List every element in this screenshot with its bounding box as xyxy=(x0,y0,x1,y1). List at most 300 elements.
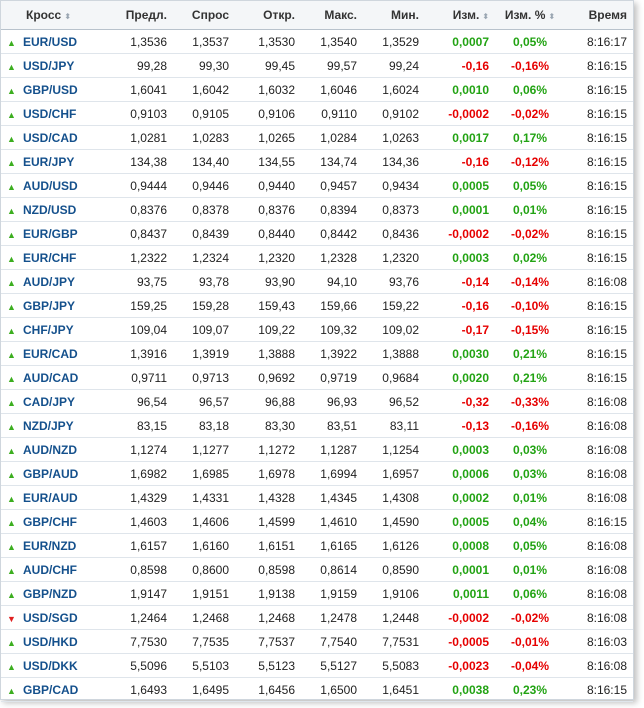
high-cell: 99,57 xyxy=(301,54,363,78)
ask-cell: 1,1277 xyxy=(173,438,235,462)
change-cell: 0,0002 xyxy=(425,486,495,510)
table-row[interactable] xyxy=(1,558,633,582)
symbol-link[interactable]: GBP/CHF xyxy=(23,514,77,529)
high-cell: 1,9159 xyxy=(301,582,363,606)
symbol-cell xyxy=(1,342,107,366)
change-cell: 0,0030 xyxy=(425,342,495,366)
symbol-link[interactable]: NZD/JPY xyxy=(23,418,74,433)
symbol-link[interactable]: CAD/JPY xyxy=(23,394,76,409)
time-cell: 8:16:08 xyxy=(565,270,633,294)
low-cell: 1,6126 xyxy=(363,534,425,558)
table-row[interactable] xyxy=(1,510,633,534)
time-cell: 8:16:15 xyxy=(565,222,633,246)
symbol-link[interactable]: NZD/USD xyxy=(23,202,77,217)
bid-cell: 1,2322 xyxy=(107,246,173,270)
low-cell: 83,11 xyxy=(363,414,425,438)
time-cell: 8:16:15 xyxy=(565,198,633,222)
table-row[interactable] xyxy=(1,54,633,78)
high-cell: 1,6165 xyxy=(301,534,363,558)
change-pct-cell: -0,01% xyxy=(495,630,565,654)
symbol-cell xyxy=(1,654,107,678)
arrow-up-icon: ▲ xyxy=(7,277,16,288)
column-header-change-pct[interactable]: Изм. % ⬍ xyxy=(495,1,565,30)
change-pct-cell: -0,02% xyxy=(495,606,565,630)
low-cell: 159,22 xyxy=(363,294,425,318)
low-cell: 1,6024 xyxy=(363,78,425,102)
sort-icon: ⬍ xyxy=(64,12,71,21)
time-cell: 8:16:15 xyxy=(565,126,633,150)
arrow-up-icon: ▲ xyxy=(7,229,16,240)
symbol-link[interactable]: GBP/AUD xyxy=(23,466,79,481)
column-header-symbol[interactable]: Кросс ⬍ xyxy=(1,1,107,30)
change-pct-cell: 0,06% xyxy=(495,582,565,606)
bid-cell: 109,04 xyxy=(107,318,173,342)
table-row[interactable] xyxy=(1,534,633,558)
change-pct-cell: -0,33% xyxy=(495,390,565,414)
time-cell: 8:16:08 xyxy=(565,534,633,558)
low-cell: 0,9684 xyxy=(363,366,425,390)
table-row[interactable] xyxy=(1,126,633,150)
time-cell: 8:16:08 xyxy=(565,654,633,678)
arrow-up-icon: ▲ xyxy=(7,349,16,360)
high-cell: 94,10 xyxy=(301,270,363,294)
open-cell: 1,1272 xyxy=(235,438,301,462)
table-row[interactable] xyxy=(1,198,633,222)
ask-cell: 109,07 xyxy=(173,318,235,342)
ask-cell: 83,18 xyxy=(173,414,235,438)
low-cell: 0,8590 xyxy=(363,558,425,582)
symbol-link[interactable]: GBP/JPY xyxy=(23,298,76,313)
time-cell: 8:16:15 xyxy=(565,54,633,78)
change-cell: 0,0017 xyxy=(425,126,495,150)
bid-cell: 0,8376 xyxy=(107,198,173,222)
column-header-low[interactable]: Мин. xyxy=(363,1,425,30)
change-pct-cell: 0,21% xyxy=(495,342,565,366)
symbol-cell xyxy=(1,246,107,270)
change-cell: 0,0038 xyxy=(425,678,495,702)
change-cell: -0,13 xyxy=(425,414,495,438)
low-cell: 1,0263 xyxy=(363,126,425,150)
symbol-link[interactable]: EUR/JPY xyxy=(23,154,75,169)
column-header-bid[interactable]: Предл. xyxy=(107,1,173,30)
symbol-link[interactable]: EUR/CHF xyxy=(23,250,77,265)
table-row[interactable] xyxy=(1,678,633,702)
quotes-table xyxy=(1,1,633,702)
open-cell: 7,7537 xyxy=(235,630,301,654)
arrow-up-icon: ▲ xyxy=(7,565,16,576)
high-cell: 0,8614 xyxy=(301,558,363,582)
change-cell: 0,0001 xyxy=(425,198,495,222)
low-cell: 1,4590 xyxy=(363,510,425,534)
arrow-up-icon: ▲ xyxy=(7,685,16,696)
symbol-cell xyxy=(1,678,107,702)
symbol-link[interactable]: GBP/USD xyxy=(23,82,78,97)
symbol-cell xyxy=(1,582,107,606)
change-pct-cell: 0,05% xyxy=(495,174,565,198)
bid-cell: 5,5096 xyxy=(107,654,173,678)
ask-cell: 0,9713 xyxy=(173,366,235,390)
symbol-link[interactable]: AUD/JPY xyxy=(23,274,76,289)
table-row[interactable] xyxy=(1,390,633,414)
open-cell: 109,22 xyxy=(235,318,301,342)
arrow-up-icon: ▲ xyxy=(7,445,16,456)
symbol-link[interactable]: GBP/CAD xyxy=(23,682,79,697)
symbol-link[interactable]: GBP/NZD xyxy=(23,586,77,601)
open-cell: 134,55 xyxy=(235,150,301,174)
open-cell: 96,88 xyxy=(235,390,301,414)
sort-icon: ⬍ xyxy=(548,12,556,21)
change-pct-cell: 0,05% xyxy=(495,534,565,558)
symbol-link[interactable]: USD/DKK xyxy=(23,658,78,673)
column-header-time[interactable]: Время xyxy=(565,1,633,30)
table-row[interactable] xyxy=(1,582,633,606)
ask-cell: 7,7535 xyxy=(173,630,235,654)
ask-cell: 0,8600 xyxy=(173,558,235,582)
arrow-up-icon: ▲ xyxy=(7,397,16,408)
high-cell: 0,9110 xyxy=(301,102,363,126)
bid-cell: 1,4329 xyxy=(107,486,173,510)
time-cell: 8:16:15 xyxy=(565,294,633,318)
open-cell: 1,3530 xyxy=(235,30,301,54)
bid-cell: 1,6041 xyxy=(107,78,173,102)
table-row[interactable] xyxy=(1,486,633,510)
bid-cell: 83,15 xyxy=(107,414,173,438)
table-body xyxy=(1,30,633,702)
ask-cell: 159,28 xyxy=(173,294,235,318)
sort-icon: ⬍ xyxy=(482,12,489,21)
change-cell: 0,0011 xyxy=(425,582,495,606)
change-cell: -0,16 xyxy=(425,294,495,318)
low-cell: 0,9434 xyxy=(363,174,425,198)
change-pct-cell: 0,02% xyxy=(495,246,565,270)
arrow-up-icon: ▲ xyxy=(7,637,16,648)
bid-cell: 1,1274 xyxy=(107,438,173,462)
table-row[interactable] xyxy=(1,246,633,270)
ask-cell: 0,8439 xyxy=(173,222,235,246)
low-cell: 1,1254 xyxy=(363,438,425,462)
change-pct-cell: -0,12% xyxy=(495,150,565,174)
symbol-cell xyxy=(1,54,107,78)
bid-cell: 96,54 xyxy=(107,390,173,414)
change-pct-cell: 0,05% xyxy=(495,30,565,54)
change-cell: -0,0023 xyxy=(425,654,495,678)
ask-cell: 1,6042 xyxy=(173,78,235,102)
table-row[interactable] xyxy=(1,342,633,366)
change-cell: 0,0001 xyxy=(425,558,495,582)
high-cell: 1,6500 xyxy=(301,678,363,702)
symbol-cell xyxy=(1,198,107,222)
symbol-link[interactable]: USD/HKD xyxy=(23,634,78,649)
change-pct-cell: -0,15% xyxy=(495,318,565,342)
open-cell: 1,6978 xyxy=(235,462,301,486)
symbol-link[interactable]: EUR/CAD xyxy=(23,346,78,361)
symbol-cell xyxy=(1,390,107,414)
open-cell: 0,9106 xyxy=(235,102,301,126)
table-row[interactable] xyxy=(1,462,633,486)
bid-cell: 0,9711 xyxy=(107,366,173,390)
change-pct-cell: 0,03% xyxy=(495,462,565,486)
change-cell: 0,0008 xyxy=(425,534,495,558)
low-cell: 1,2448 xyxy=(363,606,425,630)
high-cell: 109,32 xyxy=(301,318,363,342)
table-row[interactable] xyxy=(1,222,633,246)
symbol-cell xyxy=(1,462,107,486)
table-row[interactable] xyxy=(1,606,633,630)
bid-cell: 1,4603 xyxy=(107,510,173,534)
low-cell: 109,02 xyxy=(363,318,425,342)
arrow-up-icon: ▲ xyxy=(7,133,16,144)
symbol-cell xyxy=(1,366,107,390)
low-cell: 99,24 xyxy=(363,54,425,78)
symbol-link[interactable]: EUR/NZD xyxy=(23,538,77,553)
change-cell: 0,0010 xyxy=(425,78,495,102)
ask-cell: 96,57 xyxy=(173,390,235,414)
ask-cell: 1,0283 xyxy=(173,126,235,150)
ask-cell: 1,4331 xyxy=(173,486,235,510)
symbol-link[interactable]: USD/CAD xyxy=(23,130,78,145)
time-cell: 8:16:08 xyxy=(565,438,633,462)
open-cell: 1,2320 xyxy=(235,246,301,270)
high-cell: 5,5127 xyxy=(301,654,363,678)
bid-cell: 0,9444 xyxy=(107,174,173,198)
symbol-cell xyxy=(1,486,107,510)
high-cell: 0,9719 xyxy=(301,366,363,390)
open-cell: 1,0265 xyxy=(235,126,301,150)
table-row[interactable] xyxy=(1,366,633,390)
bid-cell: 0,9103 xyxy=(107,102,173,126)
bid-cell: 1,3536 xyxy=(107,30,173,54)
bid-cell: 93,75 xyxy=(107,270,173,294)
symbol-cell xyxy=(1,222,107,246)
ask-cell: 1,6495 xyxy=(173,678,235,702)
arrow-up-icon: ▲ xyxy=(7,493,16,504)
symbol-link[interactable]: AUD/USD xyxy=(23,178,78,193)
arrow-up-icon: ▲ xyxy=(7,421,16,432)
column-header-open[interactable]: Откр. xyxy=(235,1,301,30)
time-cell: 8:16:15 xyxy=(565,150,633,174)
symbol-link[interactable]: AUD/NZD xyxy=(23,442,77,457)
symbol-cell xyxy=(1,30,107,54)
table-row[interactable] xyxy=(1,318,633,342)
bid-cell: 7,7530 xyxy=(107,630,173,654)
bid-cell: 1,2464 xyxy=(107,606,173,630)
table-row[interactable] xyxy=(1,630,633,654)
symbol-link[interactable]: EUR/GBP xyxy=(23,226,78,241)
symbol-cell xyxy=(1,414,107,438)
open-cell: 0,8440 xyxy=(235,222,301,246)
bid-cell: 0,8598 xyxy=(107,558,173,582)
arrow-up-icon: ▲ xyxy=(7,661,16,672)
low-cell: 1,4308 xyxy=(363,486,425,510)
arrow-up-icon: ▲ xyxy=(7,541,16,552)
arrow-up-icon: ▲ xyxy=(7,37,16,48)
symbol-link[interactable]: EUR/USD xyxy=(23,34,78,49)
bid-cell: 1,6493 xyxy=(107,678,173,702)
high-cell: 1,6994 xyxy=(301,462,363,486)
table-row[interactable] xyxy=(1,150,633,174)
open-cell: 1,9138 xyxy=(235,582,301,606)
low-cell: 0,9102 xyxy=(363,102,425,126)
symbol-cell xyxy=(1,606,107,630)
arrow-up-icon: ▲ xyxy=(7,181,16,192)
ask-cell: 1,2468 xyxy=(173,606,235,630)
ask-cell: 1,3919 xyxy=(173,342,235,366)
high-cell: 1,1287 xyxy=(301,438,363,462)
time-cell: 8:16:08 xyxy=(565,390,633,414)
change-pct-cell: 0,17% xyxy=(495,126,565,150)
high-cell: 1,4610 xyxy=(301,510,363,534)
table-row[interactable] xyxy=(1,78,633,102)
low-cell: 0,8373 xyxy=(363,198,425,222)
bid-cell: 0,8437 xyxy=(107,222,173,246)
change-pct-cell: -0,02% xyxy=(495,222,565,246)
open-cell: 159,43 xyxy=(235,294,301,318)
table-row[interactable] xyxy=(1,438,633,462)
low-cell: 1,9106 xyxy=(363,582,425,606)
arrow-up-icon: ▲ xyxy=(7,373,16,384)
time-cell: 8:16:08 xyxy=(565,558,633,582)
low-cell: 96,52 xyxy=(363,390,425,414)
symbol-link[interactable]: AUD/CAD xyxy=(23,370,79,385)
ask-cell: 0,9446 xyxy=(173,174,235,198)
arrow-down-icon: ▼ xyxy=(7,613,16,624)
symbol-cell xyxy=(1,270,107,294)
low-cell: 7,7531 xyxy=(363,630,425,654)
open-cell: 99,45 xyxy=(235,54,301,78)
symbol-cell xyxy=(1,630,107,654)
change-cell: -0,32 xyxy=(425,390,495,414)
time-cell: 8:16:15 xyxy=(565,342,633,366)
table-row[interactable] xyxy=(1,414,633,438)
high-cell: 96,93 xyxy=(301,390,363,414)
symbol-cell xyxy=(1,438,107,462)
open-cell: 1,4328 xyxy=(235,486,301,510)
ask-cell: 99,30 xyxy=(173,54,235,78)
table-row[interactable] xyxy=(1,270,633,294)
open-cell: 1,6456 xyxy=(235,678,301,702)
column-header-change[interactable]: Изм. ⬍ xyxy=(425,1,495,30)
arrow-up-icon: ▲ xyxy=(7,325,16,336)
change-pct-cell: 0,03% xyxy=(495,438,565,462)
symbol-cell xyxy=(1,534,107,558)
change-cell: -0,16 xyxy=(425,150,495,174)
ask-cell: 1,9151 xyxy=(173,582,235,606)
table-row[interactable] xyxy=(1,30,633,54)
ask-cell: 1,2324 xyxy=(173,246,235,270)
symbol-link[interactable]: USD/JPY xyxy=(23,58,75,73)
time-cell: 8:16:15 xyxy=(565,78,633,102)
time-cell: 8:16:15 xyxy=(565,246,633,270)
symbol-cell xyxy=(1,150,107,174)
time-cell: 8:16:08 xyxy=(565,606,633,630)
time-cell: 8:16:15 xyxy=(565,318,633,342)
change-cell: -0,17 xyxy=(425,318,495,342)
low-cell: 1,3888 xyxy=(363,342,425,366)
arrow-up-icon: ▲ xyxy=(7,205,16,216)
table-row[interactable] xyxy=(1,294,633,318)
bid-cell: 1,0281 xyxy=(107,126,173,150)
high-cell: 1,0284 xyxy=(301,126,363,150)
change-pct-cell: -0,14% xyxy=(495,270,565,294)
table-row[interactable] xyxy=(1,654,633,678)
arrow-up-icon: ▲ xyxy=(7,253,16,264)
bid-cell: 1,9147 xyxy=(107,582,173,606)
symbol-link[interactable]: EUR/AUD xyxy=(23,490,78,505)
open-cell: 1,2468 xyxy=(235,606,301,630)
bid-cell: 1,6982 xyxy=(107,462,173,486)
symbol-link[interactable]: USD/SGD xyxy=(23,610,78,625)
open-cell: 0,9440 xyxy=(235,174,301,198)
time-cell: 8:16:15 xyxy=(565,510,633,534)
symbol-link[interactable]: AUD/CHF xyxy=(23,562,77,577)
symbol-link[interactable]: CHF/JPY xyxy=(23,322,74,337)
change-cell: -0,0002 xyxy=(425,222,495,246)
open-cell: 1,6151 xyxy=(235,534,301,558)
change-cell: 0,0003 xyxy=(425,246,495,270)
table-row[interactable] xyxy=(1,174,633,198)
high-cell: 1,3922 xyxy=(301,342,363,366)
ask-cell: 0,8378 xyxy=(173,198,235,222)
symbol-cell xyxy=(1,294,107,318)
high-cell: 0,9457 xyxy=(301,174,363,198)
change-pct-cell: -0,16% xyxy=(495,54,565,78)
time-cell: 8:16:03 xyxy=(565,630,633,654)
time-cell: 8:16:08 xyxy=(565,462,633,486)
arrow-up-icon: ▲ xyxy=(7,469,16,480)
time-cell: 8:16:15 xyxy=(565,366,633,390)
column-header-high[interactable]: Макс. xyxy=(301,1,363,30)
high-cell: 1,2328 xyxy=(301,246,363,270)
column-header-ask[interactable]: Спрос xyxy=(173,1,235,30)
symbol-link[interactable]: USD/CHF xyxy=(23,106,77,121)
table-row[interactable] xyxy=(1,102,633,126)
change-pct-cell: 0,01% xyxy=(495,198,565,222)
arrow-up-icon: ▲ xyxy=(7,517,16,528)
open-cell: 1,6032 xyxy=(235,78,301,102)
change-cell: 0,0005 xyxy=(425,174,495,198)
change-cell: -0,14 xyxy=(425,270,495,294)
high-cell: 1,4345 xyxy=(301,486,363,510)
high-cell: 1,6046 xyxy=(301,78,363,102)
bid-cell: 99,28 xyxy=(107,54,173,78)
arrow-up-icon: ▲ xyxy=(7,85,16,96)
bid-cell: 134,38 xyxy=(107,150,173,174)
change-pct-cell: 0,21% xyxy=(495,366,565,390)
ask-cell: 0,9105 xyxy=(173,102,235,126)
time-cell: 8:16:08 xyxy=(565,414,633,438)
bid-cell: 1,6157 xyxy=(107,534,173,558)
change-pct-cell: 0,01% xyxy=(495,486,565,510)
time-cell: 8:16:15 xyxy=(565,678,633,702)
change-pct-cell: 0,04% xyxy=(495,510,565,534)
high-cell: 0,8442 xyxy=(301,222,363,246)
change-pct-cell: 0,06% xyxy=(495,78,565,102)
time-cell: 8:16:08 xyxy=(565,486,633,510)
bid-cell: 1,3916 xyxy=(107,342,173,366)
time-cell: 8:16:17 xyxy=(565,30,633,54)
open-cell: 83,30 xyxy=(235,414,301,438)
table-header xyxy=(1,1,633,30)
bid-cell: 159,25 xyxy=(107,294,173,318)
symbol-cell xyxy=(1,78,107,102)
time-cell: 8:16:15 xyxy=(565,174,633,198)
high-cell: 83,51 xyxy=(301,414,363,438)
open-cell: 1,3888 xyxy=(235,342,301,366)
change-pct-cell: -0,02% xyxy=(495,102,565,126)
ask-cell: 93,78 xyxy=(173,270,235,294)
ask-cell: 5,5103 xyxy=(173,654,235,678)
arrow-up-icon: ▲ xyxy=(7,589,16,600)
